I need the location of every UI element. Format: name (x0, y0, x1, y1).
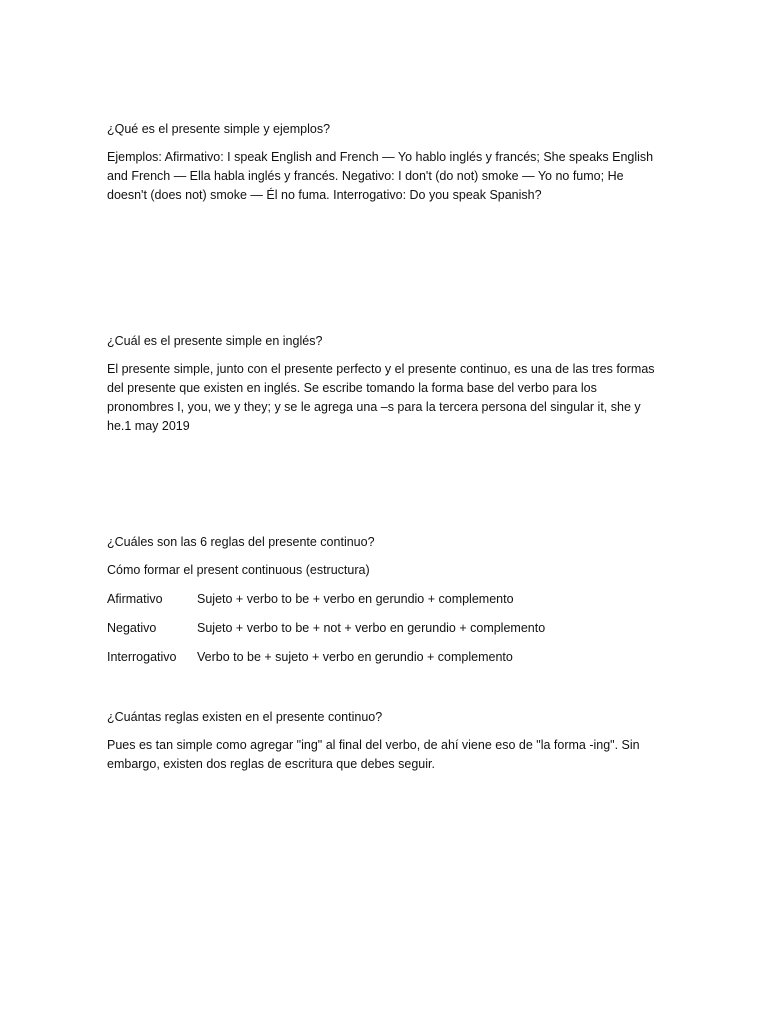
structure-formula: Sujeto + verbo to be + not + verbo en gerundio + complemento (197, 621, 546, 635)
structure-subtitle: Cómo formar el present continuous (estructura) (107, 563, 370, 577)
structure-formula: Verbo to be + sujeto + verbo en gerundio + complemento (197, 650, 513, 664)
question-heading: ¿Cuáles son las 6 reglas del presente continuo? (107, 535, 375, 549)
structure-label: Interrogativo (107, 650, 177, 664)
section-presente-simple-ejemplos (107, 120, 662, 205)
section-presente-simple-ingles (107, 332, 662, 436)
answer-paragraph: El presente simple, junto con el presente perfecto y el presente continuo, es una de las tres formas del presente que existen en inglés. Se escribe tomando la forma base del verbo para los pronombres I, you, we y they; y se le agrega una –s para la tercera persona del singular it, she y he.1 may 2019 (107, 362, 655, 433)
question-heading: ¿Cuál es el presente simple en inglés? (107, 334, 323, 348)
structure-row-afirmativo (107, 590, 662, 609)
structure-formula: Sujeto + verbo to be + verbo en gerundio + complemento (197, 592, 514, 606)
section-reglas-presente-continuo (107, 533, 662, 667)
question-heading: ¿Qué es el presente simple y ejemplos? (107, 122, 331, 136)
answer-paragraph: Ejemplos: Afirmativo: I speak English and French — Yo hablo inglés y francés; She speaks English and French — Ella habla inglés y francés. Negativo: I don't (do not) smoke — Yo no fumo; He doesn't (does not) smoke — Él no fuma. Interrogativo: Do you speak Spanish? (107, 150, 654, 202)
structure-label: Afirmativo (107, 592, 163, 606)
section-cuantas-reglas (107, 708, 662, 774)
structure-label: Negativo (107, 621, 157, 635)
question-heading: ¿Cuántas reglas existen en el presente continuo? (107, 710, 383, 724)
structure-row-interrogativo (107, 648, 662, 667)
structure-row-negativo (107, 619, 662, 638)
answer-paragraph: Pues es tan simple como agregar "ing" al final del verbo, de ahí viene eso de "la forma -ing". Sin embargo, existen dos reglas de escritura que debes seguir. (107, 738, 640, 771)
